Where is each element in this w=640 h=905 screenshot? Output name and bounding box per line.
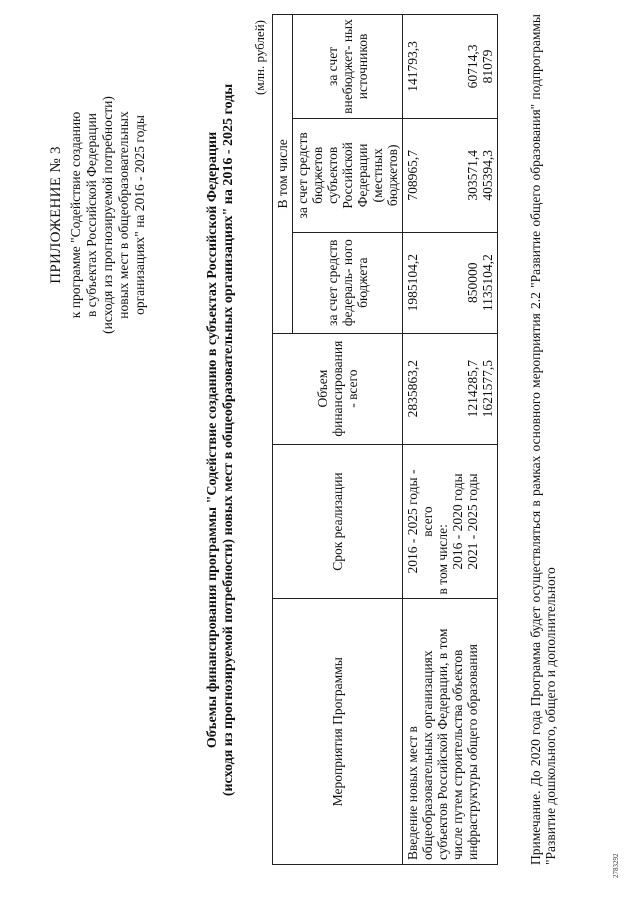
appendix-line: (исходя из прогнозируемой потребности) xyxy=(100,96,115,334)
appendix-header xyxy=(48,20,148,410)
period-line: 2016 - 2025 годы - xyxy=(405,469,420,574)
header-period: Срок реализации xyxy=(273,444,403,599)
total-cell xyxy=(403,333,498,444)
period-line: всего xyxy=(420,506,435,537)
federal-value: 1135104,2 xyxy=(480,254,495,312)
total-value: 1621577,5 xyxy=(480,359,495,418)
appendix-line: к программе "Содействие созданию xyxy=(68,111,83,319)
title-line: (исходя из прогнозируемой потребности) новых мест в общеобразовательных организациях" на 2016 - 2025 годы xyxy=(221,83,236,797)
units-label: (млн. рублей) xyxy=(252,20,267,95)
header-regional: за счет средств бюджетов субъектов Российской Федерации (местных бюджетов) xyxy=(293,118,403,232)
document-title xyxy=(205,60,237,820)
table-row xyxy=(403,15,498,865)
appendix-line: в субъектах Российской Федерации xyxy=(84,113,99,317)
title-line: Объемы финансирования программы "Содействие созданию в субъектах Российской Федерации xyxy=(205,131,220,749)
period-line: в том числе: xyxy=(435,524,450,595)
extrabudgetary-value: 141793,3 xyxy=(405,41,420,92)
period-line: 2016 - 2020 годы xyxy=(450,473,465,570)
extrabudgetary-value: 60714,3 xyxy=(465,44,480,89)
total-value: 2835863,2 xyxy=(405,359,420,418)
period-line: 2021 - 2025 годы xyxy=(465,473,480,570)
regional-cell xyxy=(403,118,498,232)
appendix-line: организациях" на 2016 - 2025 годы xyxy=(132,115,147,315)
activity-cell: Введение новых мест в общеобразовательных организациях субъектов Российской Федерации, в том числе путем строительства объектов инфраструктуры общего образования xyxy=(403,599,498,865)
header-total: Объем финансирования - всего xyxy=(273,333,403,444)
regional-value: 708965,7 xyxy=(405,150,420,201)
header-federal: за счет средств федераль- ного бюджета xyxy=(293,232,403,333)
federal-value: 850000 xyxy=(465,262,480,303)
header-activities: Мероприятия Программы xyxy=(273,599,403,865)
period-cell xyxy=(403,444,498,599)
footnote: Примечание. До 2020 года Программа будет осуществляться в рамках основного мероприятия 2.2 "Развитие общего образования" подпрограммы "Развитие дошкольного, общего и дополнительного xyxy=(528,14,558,865)
header-including: В том числе xyxy=(273,15,293,334)
extrabudgetary-value: 81079 xyxy=(480,49,495,84)
document-number: 2783292 xyxy=(612,853,620,878)
header-extrabudgetary: за счет внебюджет- ных источников xyxy=(293,15,403,119)
federal-value: 1985104,2 xyxy=(405,254,420,312)
regional-value: 405394,3 xyxy=(480,150,495,201)
financing-table xyxy=(272,14,498,865)
regional-value: 303571,4 xyxy=(465,150,480,201)
total-value: 1214285,7 xyxy=(465,359,480,418)
appendix-line: новых мест в общеобразовательных xyxy=(116,111,131,319)
federal-cell xyxy=(403,232,498,333)
extrabudgetary-cell xyxy=(403,15,498,119)
appendix-title: ПРИЛОЖЕНИЕ № 3 xyxy=(48,146,64,284)
